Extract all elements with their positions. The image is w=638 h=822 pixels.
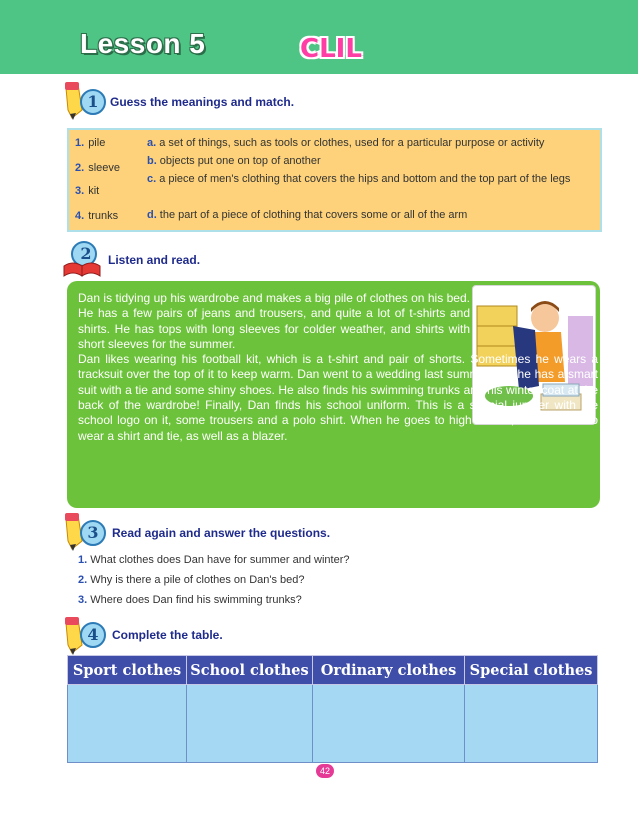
lesson-header bbox=[0, 0, 638, 74]
section-3-number: 3 bbox=[80, 520, 106, 546]
section-1-number: 1 bbox=[80, 89, 106, 115]
reading-paragraph-1: Dan is tidying up his wardrobe and makes a big pile of clothes on his bed. He has a few pairs of jeans and trousers, and quite a lot of t-shirts and shirts. He has tops with long sleeves for colder weather, and shirts with short sleeves for the summer. bbox=[78, 291, 470, 351]
section-4-title: Complete the table. bbox=[112, 628, 223, 642]
page-number: 42 bbox=[316, 764, 334, 778]
table-header-ordinary: Ordinary clothes bbox=[313, 656, 465, 685]
question-item: 3. Where does Dan find his swimming trunks? bbox=[78, 594, 302, 606]
matching-box bbox=[67, 128, 602, 232]
reading-passage-box bbox=[67, 281, 600, 508]
section-3-title: Read again and answer the questions. bbox=[112, 526, 331, 540]
table-cell-sport[interactable] bbox=[68, 685, 187, 763]
table-cell-school[interactable] bbox=[187, 685, 313, 763]
match-word: 2. sleeve bbox=[75, 162, 120, 174]
table-header-school: School clothes bbox=[187, 656, 313, 685]
question-item: 1. What clothes does Dan have for summer and winter? bbox=[78, 554, 350, 566]
question-item: 2. Why is there a pile of clothes on Dan's bed? bbox=[78, 574, 305, 586]
match-definition: c. a piece of men's clothing that covers the hips and bottom and the top part of the legs bbox=[147, 173, 571, 185]
table-header-sport: Sport clothes bbox=[68, 656, 187, 685]
lesson-title: Lesson 5 bbox=[80, 28, 206, 59]
table-header-special: Special clothes bbox=[465, 656, 598, 685]
section-4-number: 4 bbox=[80, 622, 106, 648]
match-definition: b. objects put one on top of another bbox=[147, 155, 321, 167]
match-definition: d. the part of a piece of clothing that covers some or all of the arm bbox=[147, 209, 468, 221]
match-word: 4. trunks bbox=[75, 210, 119, 222]
section-2-title: Listen and read. bbox=[108, 253, 201, 267]
reading-passage bbox=[78, 291, 598, 444]
match-word: 3. kit bbox=[75, 185, 100, 197]
match-definition: a. a set of things, such as tools or clothes, used for a particular purpose or activity bbox=[147, 137, 545, 149]
clothes-table bbox=[67, 655, 597, 763]
clil-tag: CLIL bbox=[300, 34, 362, 64]
match-word: 1. pile bbox=[75, 137, 106, 149]
reading-paragraph-2: Dan likes wearing his football kit, which is a t-shirt and pair of shorts. Sometimes he wears a tracksuit over the top of it to keep warm. Dan went to a wedding last summer and he has a smart suit with a tie and some shiny shoes. He also finds his swimming trunks and his winter coat at the back of the wardrobe! Finally, Dan finds his school uniform. This is a special jumper with the school logo on it, some trousers and a polo shirt. When he goes to high school, he will have to wear a shirt and tie, as well as a blazer. bbox=[78, 352, 598, 443]
table-cell-ordinary[interactable] bbox=[313, 685, 465, 763]
table-cell-special[interactable] bbox=[465, 685, 598, 763]
section-1-title: Guess the meanings and match. bbox=[110, 95, 295, 109]
section-2-number: 2 bbox=[80, 244, 92, 263]
